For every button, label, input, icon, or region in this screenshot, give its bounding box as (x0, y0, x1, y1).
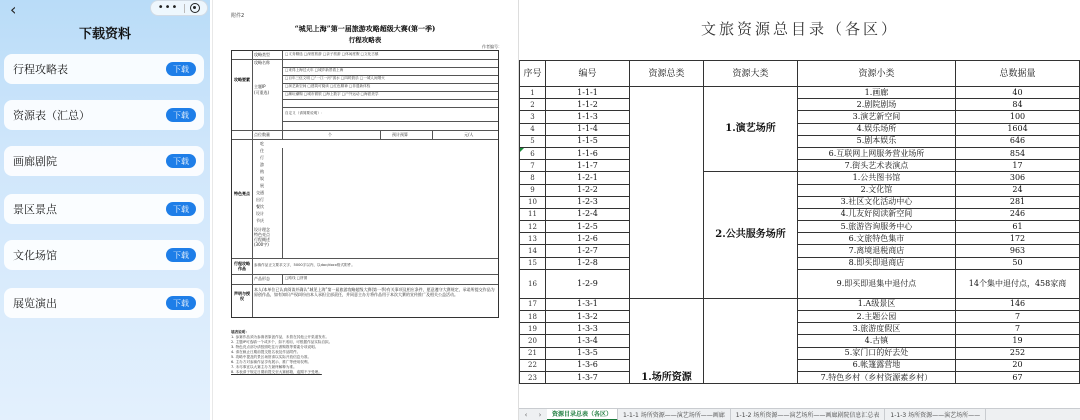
data-count-cell[interactable]: 40 (956, 87, 1080, 99)
code-cell[interactable]: 1-1-6 (546, 147, 630, 159)
form-row-line (282, 121, 498, 122)
resource-subcategory-cell[interactable]: 1.A级景区 (798, 298, 956, 310)
download-item-gallery-theatre[interactable] (4, 146, 204, 176)
back-chevron-icon[interactable]: ‹ (10, 0, 17, 19)
row-number-cell[interactable]: 14 (520, 245, 546, 257)
code-cell[interactable]: 1-1-2 (546, 99, 630, 111)
sheet-grid (519, 60, 1080, 384)
features-label: 特色亮点 (234, 191, 250, 196)
resource-category-cell[interactable] (630, 87, 704, 299)
feature-row: 住 (260, 148, 264, 153)
table-row[interactable] (520, 135, 1080, 147)
data-count-cell[interactable]: 50 (956, 257, 1080, 269)
resource-subcategory-cell[interactable]: 9.即买即退集中退付点 (798, 269, 956, 298)
row-number-cell[interactable]: 23 (520, 371, 546, 383)
form-row-line (282, 107, 498, 108)
code-cell[interactable]: 1-3-2 (546, 311, 630, 323)
resource-subcategory-cell[interactable]: 8.即买即退商店 (798, 257, 956, 269)
data-count-cell[interactable]: 854 (956, 147, 1080, 159)
product-form-label: 产品形态 (254, 276, 270, 281)
resource-subcategory-cell[interactable]: 3.旅游度假区 (798, 323, 956, 335)
column-header[interactable]: 资源总类 (630, 61, 704, 87)
code-cell[interactable]: 1-2-9 (546, 269, 630, 298)
resource-spreadsheet (518, 0, 1080, 420)
form-divider (282, 51, 283, 139)
form-row-line (282, 99, 498, 100)
spots-count-label: 点位数量 (254, 132, 270, 137)
feature-row: 行 (260, 155, 264, 160)
code-cell[interactable]: 1-2-6 (546, 233, 630, 245)
download-button[interactable]: 下载 (166, 202, 196, 216)
row-number-cell[interactable]: 7 (520, 160, 546, 172)
data-count-cell[interactable]: 24 (956, 184, 1080, 196)
download-item-scenic-spots[interactable] (4, 194, 204, 224)
resource-subcategory-cell[interactable]: 7.离境退税商店 (798, 245, 956, 257)
row-number-cell[interactable]: 1 (520, 87, 546, 99)
resource-subcategory-cell[interactable]: 3.社区文化活动中心 (798, 196, 956, 208)
row-number-cell[interactable]: 19 (520, 323, 546, 335)
data-count-cell[interactable]: 281 (956, 196, 1080, 208)
resource-major-cell[interactable]: 1.演艺场所 (704, 87, 798, 172)
resource-subcategory-cell[interactable]: 6.互联网上网服务营业场所 (798, 147, 956, 159)
itinerary-label: 行程攻略作品 (234, 261, 250, 271)
feature-row: 游 (260, 162, 264, 167)
row-number-cell[interactable]: 13 (520, 233, 546, 245)
feature-row: 餐饮 (256, 204, 264, 209)
table-row[interactable] (520, 160, 1080, 172)
resource-subcategory-cell[interactable]: 2.主题公园 (798, 311, 956, 323)
declaration-label: 声明与授权 (234, 291, 250, 301)
sheet-tab-active[interactable]: 资源目录总表（各区） (547, 409, 618, 420)
table-body (520, 87, 1080, 384)
code-cell[interactable]: 1-2-3 (546, 196, 630, 208)
row-number-cell[interactable]: 5 (520, 135, 546, 147)
code-cell[interactable]: 1-1-3 (546, 111, 630, 123)
table-row[interactable] (520, 208, 1080, 220)
table-row[interactable] (520, 233, 1080, 245)
download-button[interactable]: 下载 (166, 108, 196, 122)
resource-subcategory-cell[interactable]: 2.剧院剧场 (798, 99, 956, 111)
resource-subcategory-cell[interactable]: 2.文化馆 (798, 184, 956, 196)
column-header[interactable]: 资源大类 (704, 61, 798, 87)
filling-notes (231, 330, 501, 375)
spots-count-unit: 个 (328, 132, 332, 137)
data-count-cell[interactable]: 646 (956, 135, 1080, 147)
code-cell[interactable]: 1-2-4 (546, 208, 630, 220)
download-item-label: 画廊剧院 (13, 155, 57, 168)
product-form-options: □路线 □拼图 (285, 276, 308, 280)
table-row[interactable] (520, 172, 1080, 184)
download-button[interactable]: 下载 (166, 296, 196, 310)
annex-label: 附件2 (231, 13, 245, 19)
form-divider (282, 148, 283, 258)
row-number-cell[interactable]: 2 (520, 99, 546, 111)
column-header[interactable]: 序号 (520, 61, 546, 87)
resource-subcategory-cell[interactable]: 3.演艺新空间 (798, 111, 956, 123)
row-number-cell[interactable]: 22 (520, 359, 546, 371)
note-line: 7. 未尽事宜以大赛主办方最终解释为准。 (231, 365, 297, 369)
data-count-cell[interactable]: 17 (956, 160, 1080, 172)
column-header[interactable]: 总数据量 (956, 61, 1080, 87)
tab-scroll-left-icon[interactable]: ‹ (524, 410, 528, 419)
table-row[interactable] (520, 111, 1080, 123)
form-row-line (232, 284, 498, 285)
table-row[interactable] (520, 123, 1080, 135)
resource-subcategory-cell[interactable]: 1.公共图书馆 (798, 172, 956, 184)
theme-option-row: □百年三伍文明 □“一江一河”滨水 □四时鼓乐 □一城人间烟火 (285, 76, 385, 80)
note-line: 1. 参赛作品须为参赛者原创作品，未曾在其他公开渠道发布。 (231, 335, 330, 339)
declaration-text: 本人/本单位已认真阅读并确认“城见上海”第一届旅游攻略超级大赛(第一季)有关事项及相应条件，愿意遵守大赛规定，承诺所提交作品为原创作品，如有知识产权纠纷由本人承担全部责任，并同意主办方将作品用于本次大赛的宣传推广及相关公益活动。 (254, 287, 495, 297)
note-line: 2. 主题IP可选填一个或多个，如不适用，可根据作品实际自拟。 (231, 340, 333, 344)
table-row[interactable] (520, 323, 1080, 335)
code-cell[interactable]: 1-3-7 (546, 371, 630, 383)
table-row[interactable] (520, 147, 1080, 159)
optional-label: (可重选) (254, 90, 270, 95)
data-count-cell[interactable]: 963 (956, 245, 1080, 257)
feature-row: 设计 (256, 211, 264, 216)
download-item-label: 资源表（汇总） (13, 109, 90, 122)
form-row-line (232, 59, 498, 60)
resource-subcategory-cell[interactable]: 5.家门口的好去处 (798, 347, 956, 359)
row-number-cell[interactable]: 15 (520, 257, 546, 269)
row-number-cell[interactable]: 18 (520, 311, 546, 323)
download-button[interactable]: 下载 (166, 62, 196, 76)
form-divider (282, 274, 283, 284)
download-item-label: 文化场馆 (13, 249, 57, 262)
code-cell[interactable]: 1-3-5 (546, 347, 630, 359)
capsule-divider (184, 4, 185, 13)
row-number-cell[interactable]: 17 (520, 298, 546, 310)
code-cell[interactable]: 1-2-2 (546, 184, 630, 196)
form-row-line (232, 274, 498, 275)
theme-ip-label: 主题IP (254, 84, 266, 89)
note-line: 6. 主办方对参赛作品享有展示、推广等使用权利。 (231, 360, 312, 364)
table-row[interactable] (520, 257, 1080, 269)
download-item-cultural-venues[interactable] (4, 240, 204, 270)
code-cell[interactable]: 1-3-3 (546, 323, 630, 335)
table-row[interactable] (520, 298, 1080, 310)
download-item-label: 景区景点 (13, 203, 57, 216)
document-subtitle: 行程攻略表 (348, 36, 382, 44)
document-title: “城见上海”第一届旅游攻略超级大赛(第一季) (294, 24, 436, 33)
data-count-cell[interactable]: 84 (956, 99, 1080, 111)
row-number-cell[interactable]: 21 (520, 347, 546, 359)
theme-option-row: □演艺新空间 □建筑可阅读 □红色精神 □非遗新体验 (285, 84, 371, 88)
note-line: 5. 攻略中提及的景区场馆请以实际开放信息为准。 (231, 355, 312, 359)
resource-subcategory-cell[interactable]: 7.特色乡村（乡村资源素乡村） (798, 371, 956, 383)
row-number-cell[interactable]: 11 (520, 208, 546, 220)
resource-subcategory-cell[interactable]: 6.文旅特色集市 (798, 233, 956, 245)
row-number-cell[interactable]: 12 (520, 221, 546, 233)
data-count-cell[interactable]: 172 (956, 233, 1080, 245)
more-dots-icon[interactable]: ••• (157, 2, 179, 13)
code-cell[interactable]: 1-2-1 (546, 172, 630, 184)
guide-name-label: 攻略名称 (254, 60, 270, 65)
download-item-label: 展览演出 (13, 297, 57, 310)
resource-subcategory-cell[interactable]: 4.古镇 (798, 335, 956, 347)
sheet-tab[interactable]: 1-1-2 场所资源——演艺场所——画廊剧院信息汇总表 (731, 409, 886, 420)
data-count-cell[interactable]: 306 (956, 172, 1080, 184)
theme-option-row: □来得上海过大年 □城乡新景看上海 (285, 68, 344, 72)
resource-subcategory-cell[interactable]: 6.帐篷露营地 (798, 359, 956, 371)
resource-major-cell[interactable]: 2.公共服务场所 (704, 172, 798, 299)
resource-table (519, 60, 1080, 384)
column-header[interactable]: 编号 (546, 61, 630, 87)
feature-row: 节庆 (256, 218, 264, 223)
note-line: 3. 特色亮点部分请按照吃住行游购娱等要素分项说明。 (231, 345, 319, 349)
table-row[interactable] (520, 245, 1080, 257)
form-divider (380, 130, 381, 139)
feature-row: 娱 (260, 176, 264, 181)
note-line: 4. 请在截止日期前提交报名表及作品附件。 (231, 350, 301, 354)
data-count-cell[interactable]: 1604 (956, 123, 1080, 135)
form-row-line (232, 258, 498, 259)
data-count-cell[interactable]: 19 (956, 335, 1080, 347)
resource-subcategory-cell[interactable]: 1.画廊 (798, 87, 956, 99)
table-row[interactable] (520, 269, 1080, 298)
resource-subcategory-cell[interactable]: 5.剧本娱乐 (798, 135, 956, 147)
resource-category-cell[interactable]: 1.场所资源 (630, 298, 704, 383)
guide-type-label: 攻略类型 (254, 52, 270, 57)
resource-major-cell[interactable] (704, 298, 798, 383)
sheet-tab[interactable]: 1-1-3 场所资源——演艺场所—— (885, 409, 986, 420)
download-button[interactable]: 下载 (166, 154, 196, 168)
table-row[interactable] (520, 335, 1080, 347)
resource-subcategory-cell[interactable]: 7.街头艺术表演点 (798, 160, 956, 172)
form-row-line (232, 139, 498, 140)
download-item-itinerary[interactable] (4, 54, 204, 84)
author-number-label: 作者编号： (482, 44, 502, 49)
table-row[interactable] (520, 87, 1080, 99)
close-target-icon[interactable] (190, 3, 200, 13)
notes-title: 填表说明： (231, 330, 249, 334)
table-row[interactable] (520, 311, 1080, 323)
table-row[interactable] (520, 221, 1080, 233)
data-count-cell[interactable]: 67 (956, 371, 1080, 383)
row-number-cell[interactable]: 4 (520, 123, 546, 135)
download-item-label: 行程攻略表 (13, 63, 68, 76)
table-row[interactable] (520, 184, 1080, 196)
tab-scroll-right-icon[interactable]: › (538, 410, 542, 419)
column-header[interactable]: 资源小类 (798, 61, 956, 87)
code-cell[interactable]: 1-1-7 (546, 160, 630, 172)
form-divider (252, 51, 253, 317)
table-row[interactable] (520, 347, 1080, 359)
feature-row: 吃 (260, 141, 264, 146)
code-cell[interactable]: 1-3-1 (546, 298, 630, 310)
download-item-exhibitions[interactable] (4, 288, 204, 318)
sheet-tab-bar (519, 408, 1080, 420)
row-number-cell[interactable]: 8 (520, 172, 546, 184)
table-row[interactable] (520, 99, 1080, 111)
data-count-cell[interactable]: 252 (956, 347, 1080, 359)
table-row[interactable] (520, 196, 1080, 208)
data-count-cell[interactable]: 7 (956, 323, 1080, 335)
row-number-cell[interactable]: 9 (520, 184, 546, 196)
itinerary-requirement: 参赛作品正文要求文字，5000字以内，以doc/docx格式附件。 (254, 263, 355, 267)
download-button[interactable]: 下载 (166, 248, 196, 262)
form-table (231, 50, 499, 318)
table-row[interactable] (520, 359, 1080, 371)
note-line: 8. 本表请于规定日期前提交至大赛邮箱，逾期不予受理。 (231, 370, 322, 374)
budget-unit: 元/人 (464, 132, 474, 137)
code-cell[interactable]: 1-2-7 (546, 245, 630, 257)
row-number-cell[interactable]: 20 (520, 335, 546, 347)
data-count-cell[interactable]: 7 (956, 311, 1080, 323)
resource-subcategory-cell[interactable]: 5.旅游咨询服务中心 (798, 221, 956, 233)
page-title: 下载资料 (78, 27, 131, 42)
code-cell[interactable]: 1-3-6 (546, 359, 630, 371)
code-cell[interactable]: 1-3-4 (546, 335, 630, 347)
resource-subcategory-cell[interactable]: 4.娱乐场所 (798, 123, 956, 135)
data-count-cell[interactable]: 20 (956, 359, 1080, 371)
data-count-cell[interactable]: 246 (956, 208, 1080, 220)
code-cell[interactable]: 1-1-4 (546, 123, 630, 135)
data-count-cell[interactable]: 100 (956, 111, 1080, 123)
code-cell[interactable]: 1-2-8 (546, 257, 630, 269)
theme-option-row: □潮玩潮购 □城市微旅 □海上数字 □户外运动 □海派美学 (285, 92, 379, 96)
feature-row: 展 (260, 183, 264, 188)
form-divider (432, 130, 433, 139)
sheet-title: 文旅资源总目录（各区） (700, 20, 899, 38)
form-row-line (232, 130, 498, 131)
guide-elements-label: 攻略要素 (234, 77, 250, 82)
guide-type-options: □义务精选 □深度旅游 □亲子旅游 □休闲度假 □文化古镇 (285, 52, 379, 56)
feature-row: 交通 (256, 190, 264, 195)
data-count-cell[interactable]: 146 (956, 298, 1080, 310)
mini-program-capsule (150, 0, 208, 16)
data-count-cell[interactable]: 61 (956, 221, 1080, 233)
design-concept-label: 设计理念 特色亮点 行程概述 (300字) (254, 227, 270, 247)
budget-label: 预计预算 (392, 132, 408, 137)
row-number-cell[interactable]: 10 (520, 196, 546, 208)
feature-row: 购 (260, 169, 264, 174)
mini-program-panel (0, 0, 210, 420)
custom-theme-field: 自定义（请简要说明）： (285, 111, 325, 115)
row-number-cell[interactable]: 3 (520, 111, 546, 123)
code-cell[interactable]: 1-2-5 (546, 221, 630, 233)
row-number-cell[interactable]: 16 (520, 269, 546, 298)
download-item-resource-summary[interactable] (4, 100, 204, 130)
feature-row: 出行 (256, 197, 264, 202)
table-row[interactable] (520, 371, 1080, 383)
resource-subcategory-cell[interactable]: 4.儿友好阅读新空间 (798, 208, 956, 220)
sheet-tab[interactable]: 1-1-1 场所资源——演艺场所——画廊 (618, 409, 731, 420)
itinerary-form-document (212, 0, 516, 420)
data-count-cell[interactable]: 14个集中退付点，458家商 (956, 269, 1080, 298)
code-cell[interactable]: 1-1-1 (546, 87, 630, 99)
table-header-row (520, 61, 1080, 87)
code-cell[interactable]: 1-1-5 (546, 135, 630, 147)
row-number-cell[interactable]: 6 (520, 147, 546, 159)
